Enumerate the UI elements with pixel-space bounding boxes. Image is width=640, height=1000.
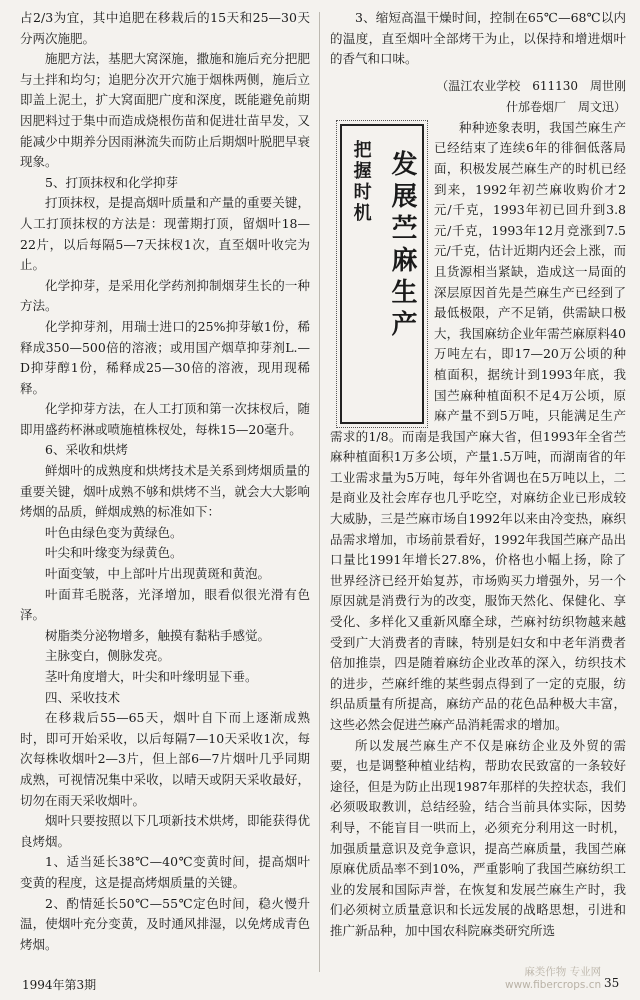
list-item: 叶色由绿色变为黄绿色。: [45, 524, 183, 540]
list-item: 叶面变皱，中上部叶片出现黄斑和黄泡。: [45, 566, 271, 582]
issue-label: 1994年第3期: [22, 978, 97, 992]
paragraph: 种种迹象表明，我国苎麻生产已经结束了连续6年的徘徊低落局面，积极发展苎麻生产的时机已经到来，1992年初苎麻收购价才2元/千克，1993年初已回升到3.8元/千克，1993年12月竞涨到7.5元/千克，估计近期内还会上涨，而且货源相当紧缺，造成这一局面的深层原因首先是苎麻生产已经到了最低极限，产不足销，供需缺口极大，我国麻纺企业年需苎麻原料40万吨左右，即17—20万公顷的种植面积，据统计到1993年底，我国苎麻种植面积不足4万公顷，原麻产量不到5万吨，只能满足生产需求的1/8。而南是我国产麻大省，但1993年全省苎麻种植面积1万多公顷，产量1.5万吨，而湖南省的年工业需求量为5万吨，每年外省调也在5万吨以上，二是商业及社会库存也几乎吃空，对麻纺企业已形成较大威胁，三是苎麻市场自1992年以来由冷变热，麻织品需求增加，市场前景看好，1992年我国苎麻产品出口量比1991年增长27.8%，价格也小幅上扬，除了世界经济已经开始复苏，市场购买力增强外，另一个原因就是消费行为的改变，服饰天然化、保健化、享受化、多样化又重新风靡全球，苎麻衬纺织物越来越受到广大消费者的青睐，特别是妇女和中老年消费者倍加推崇，四是随着麻纺企业改革的深入，纺织技术的进步，苎麻纤维的某些弱点得到了一定的克服，纺织品质量有所提高，麻纺产品的花色品种极大丰富，这些必然会促进苎麻产品消耗需求的增加。: [330, 119, 626, 732]
right-column: [330, 8, 626, 942]
paragraph: 3、缩短高温干燥时间，控制在65℃—68℃以内的温度，直至烟叶全部烤干为止，以保持和增进烟叶的香气和口味。: [330, 10, 626, 67]
paragraph: 打顶抹杈，是提高烟叶质量和产量的重要关键，人工打顶抹杈的方法是：现蕾期打顶，留烟叶18—22片，以后每隔5—7天抹杈1次，直至烟叶收完为止。: [20, 195, 310, 273]
article-title: 发展苎麻生产: [387, 149, 417, 342]
paragraph: 化学抑芽，是采用化学药剂抑制烟芽生长的一种方法。: [20, 277, 310, 314]
paragraph: 1、适当延长38℃—40℃变黄时间，提高烟叶变黄的程度，这是提高烤烟质量的关键。: [20, 854, 310, 890]
list-item: 主脉变白，侧脉发亮。: [45, 648, 171, 664]
section-heading: 5、打顶抹杈和化学抑芽: [45, 174, 178, 190]
section-heading: 6、采收和烘烤: [45, 442, 128, 458]
list-item: 茎叶角度增大，叶尖和叶缘明显下垂。: [45, 669, 258, 684]
paragraph: 化学抑芽方法，在人工打顶和第一次抹杈后，随即用盛药杯淋或喷施植株杈处，每株15—20毫升。: [20, 401, 310, 437]
paragraph: 占2/3为宜，其中追肥在移栽后的15天和25—30天分两次施肥。: [20, 10, 310, 46]
paragraph: 所以发展苎麻生产不仅是麻纺企业及外贸的需要，也是调整种植业结构，帮助农民致富的一条较好途径，但是为防止出现1987年那样的失控状态，我们必须吸取教训，总结经验，结合当前具体实际，因势利导，不能盲目一哄而上，必须充分利用这一时机，加强质量意识及竞争意识，提高苎麻质量，我国苎麻原麻优质品率不到10%，严重影响了我国苎麻纺织工业的发展和国际声誉，在恢复和发展苎麻生产时，我们必须树立质量意识和长远发展的战略思想，引进和推广新品种，加中国农科院麻类研究所选: [330, 737, 626, 938]
paragraph: 烟叶只要按照以下几项新技术烘烤，即能获得优良烤烟。: [20, 813, 310, 849]
watermark: [505, 966, 601, 992]
paragraph: 化学抑芽剂，用瑞士进口的25%抑芽敏1份，稀释成350—500倍的溶液；或用国产烟草抑芽剂L.—D抑芽醇1份，稀释成25—30倍的溶液，现用现稀释。: [20, 318, 310, 396]
section-heading: 四、采收技术: [45, 689, 121, 705]
paragraph: 鲜烟叶的成熟度和烘烤技术是关系到烤烟质量的重要关键，烟叶成熟不够和烘烤不当，就会大大影响烤烟的品质，鲜烟成熟的标准如下：: [20, 463, 310, 520]
paragraph: 2、酌情延长50℃—55℃定色时间，稳火慢升温，使烟叶充分变黄，及时通风排湿，以免烤成青色烤烟。: [20, 895, 310, 952]
author-byline: [330, 76, 626, 118]
list-item: 叶尖和叶缘变为绿黄色。: [45, 545, 183, 561]
list-item: 树脂类分泌物增多，触摸有黏粘手感觉。: [45, 627, 271, 643]
column-divider: [319, 12, 320, 972]
byline-line: 什邡卷烟厂 周文迅）: [505, 99, 626, 114]
article-subtitle: 把握时机: [350, 139, 372, 224]
watermark-line: 麻类作物 专业网: [524, 966, 602, 978]
list-item: 叶面茸毛脱落，光泽增加，眼看似很光滑有色泽。: [20, 586, 310, 623]
paragraph: 施肥方法，基肥大窝深施，撒施和施后充分把肥与土拌和均匀；追肥分次开穴施于烟株两侧，施后立即盖上泥土，扩大窝面肥广度和深度，既能避免前期因肥料过于集中而造成烧根伤苗和促进壮苗早发，又能减少中期养分因雨淋流失而防止后期烟叶脱肥早衰现象。: [20, 51, 310, 170]
page-number: 35: [604, 976, 620, 990]
byline-line: （温江农业学校 611130 周世刚: [436, 78, 626, 93]
watermark-line: www.fibercrops.cn: [505, 979, 602, 991]
paragraph: 在移栽后55—65天，烟叶自下而上逐渐成熟时，即可开始采收，以后每隔7—10天采收1次，每次每株收烟叶2—3片，但上部6—7片烟叶几乎同期成熟，可视情况集中采收，以晴天或阴天采收最好，切勿在雨天采收烟叶。: [20, 710, 310, 808]
article-title-box: [340, 124, 424, 424]
left-column: [20, 8, 310, 955]
